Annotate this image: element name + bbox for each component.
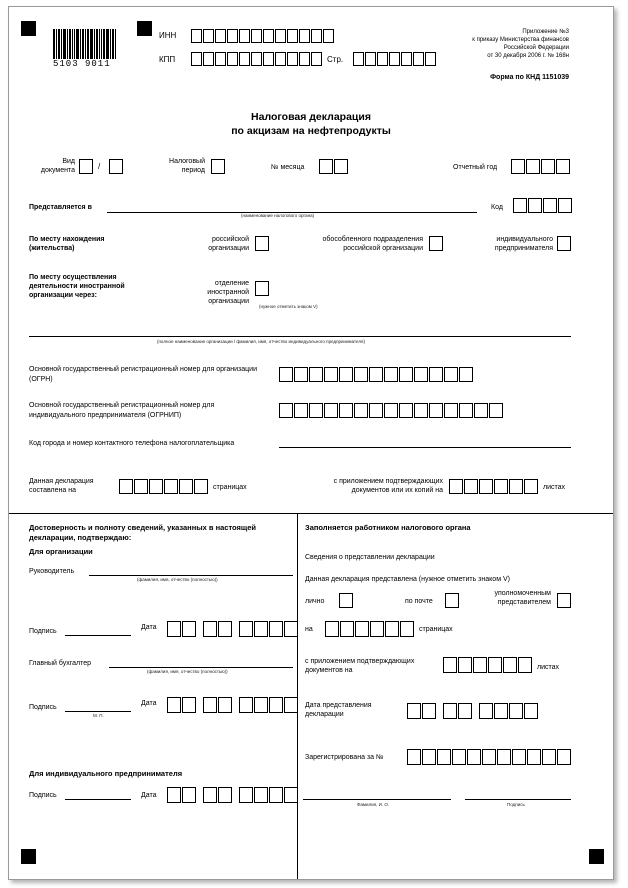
right-on-label: на bbox=[305, 626, 313, 633]
corner-marker-top-center bbox=[137, 21, 152, 36]
by-representative-label: уполномоченным представителем bbox=[494, 590, 551, 606]
ogrnip-label: Основной государственный регистрационный номер для индивидуального предпринимателя (ОГРНИП) bbox=[29, 402, 215, 419]
location-label: По месту нахождения (жительства) bbox=[29, 236, 105, 252]
chief-accountant-name-line[interactable] bbox=[109, 667, 293, 668]
attestation-heading: Достоверность и полноту сведений, указанных в настоящей декларации, подтверждаю: bbox=[29, 523, 257, 542]
ogrn-label: Основной государственный регистрационный номер для организации (ОГРН) bbox=[29, 366, 257, 383]
foreign-org-label: По месту осуществления деятельности иностранной организации через: bbox=[29, 274, 125, 299]
appendix-label: с приложением подтверждающих документов или их копий на bbox=[333, 478, 443, 494]
page-number-cells[interactable] bbox=[353, 52, 437, 66]
location-option-russian-org: российской организации bbox=[208, 236, 249, 252]
barcode-bars bbox=[53, 29, 125, 59]
chief-accountant-sign-line[interactable] bbox=[65, 711, 131, 712]
annex-line-4: от 30 декабря 2006 г. № 168н bbox=[487, 53, 569, 59]
declaration-pages-word: страницах bbox=[213, 484, 247, 491]
doc-type-slash: / bbox=[98, 162, 101, 171]
registered-label: Зарегистрирована за № bbox=[305, 754, 384, 761]
ogrn-cells[interactable] bbox=[279, 367, 474, 382]
location-option-branch: обособленного подразделения российской организации bbox=[322, 236, 423, 252]
officer-sign-line[interactable] bbox=[465, 799, 571, 800]
submission-info-label: Сведения о представлении декларации bbox=[305, 554, 435, 561]
head-date-label: Дата bbox=[141, 624, 157, 631]
head-name-line[interactable] bbox=[89, 575, 293, 576]
chief-accountant-label: Главный бухгалтер bbox=[29, 660, 91, 667]
ip-sign-line[interactable] bbox=[65, 799, 131, 800]
officer-sign-hint: Подпись bbox=[507, 802, 525, 807]
stamp-place-label: М. П. bbox=[93, 713, 104, 718]
inn-label: ИНН bbox=[159, 31, 177, 40]
inn-cells[interactable] bbox=[191, 29, 335, 43]
submission-date-cells[interactable] bbox=[407, 703, 539, 719]
in-person-checkbox[interactable] bbox=[339, 593, 353, 608]
declaration-pages-cells[interactable] bbox=[119, 479, 209, 494]
barcode bbox=[53, 29, 125, 67]
code-cells[interactable] bbox=[513, 198, 573, 213]
in-person-label: лично bbox=[305, 598, 325, 605]
officer-name-line[interactable] bbox=[303, 799, 451, 800]
month-cells[interactable] bbox=[319, 159, 349, 174]
head-name-hint: (фамилия, имя, отчество (полностью)) bbox=[137, 577, 218, 582]
tax-officer-heading: Заполняется работником налогового органа bbox=[305, 523, 471, 532]
location-ip-checkbox[interactable] bbox=[557, 236, 571, 251]
corner-marker-bottom-left bbox=[21, 849, 36, 864]
barcode-number: 5103 9011 bbox=[53, 59, 111, 69]
form-page bbox=[8, 6, 614, 880]
ogrnip-cells[interactable] bbox=[279, 403, 504, 418]
doc-type-label: Вид документа bbox=[40, 158, 75, 174]
chief-accountant-name-hint: (фамилия, имя, отчество (полностью)) bbox=[147, 669, 228, 674]
foreign-branch-checkbox[interactable] bbox=[255, 281, 269, 296]
ip-sign-label: Подпись bbox=[29, 792, 57, 799]
head-sign-label: Подпись bbox=[29, 628, 57, 635]
corner-marker-top-left bbox=[21, 21, 36, 36]
right-sheets-word: листах bbox=[537, 664, 560, 671]
annex-line-2: к приказу Министерства финансов bbox=[472, 37, 569, 43]
kpp-label: КПП bbox=[159, 55, 176, 64]
column-divider bbox=[297, 513, 298, 879]
tax-period-label: Налоговый период bbox=[169, 158, 205, 174]
form-title-line-2: по акцизам на нефтепродукты bbox=[231, 125, 391, 137]
org-name-hint: (полное наименование организации / фамилия, имя, отчество индивидуального предпринимателя) bbox=[157, 339, 365, 344]
by-mail-checkbox[interactable] bbox=[445, 593, 459, 608]
foreign-branch-label: отделение иностранной организации bbox=[207, 280, 249, 305]
declaration-pages-label: Данная декларация составлена на bbox=[29, 478, 94, 494]
tax-authority-hint: (наименование налогового органа) bbox=[241, 213, 315, 218]
head-date-cells[interactable] bbox=[167, 621, 299, 637]
phone-line[interactable] bbox=[279, 447, 571, 448]
annex-line-1: Приложение №3 bbox=[522, 29, 569, 35]
for-ip-heading: Для индивидуального предпринимателя bbox=[29, 769, 183, 778]
annex-line-3: Российской Федерации bbox=[503, 45, 569, 51]
right-pages-word: страницах bbox=[419, 626, 453, 633]
form-code: Форма по КНД 1151039 bbox=[490, 74, 569, 81]
submission-date-label: Дата представления декларации bbox=[305, 702, 372, 718]
doc-type-box-2[interactable] bbox=[109, 159, 123, 174]
appendix-sheets-cells[interactable] bbox=[449, 479, 539, 494]
location-option-ip: индивидуального предпринимателя bbox=[494, 236, 553, 252]
presented-label: Данная декларация представлена (нужное отметить знаком V) bbox=[305, 576, 510, 583]
org-name-line[interactable] bbox=[29, 336, 571, 337]
page-number-label: Стр. bbox=[327, 55, 344, 64]
right-appendix-cells[interactable] bbox=[443, 657, 533, 673]
corner-marker-bottom-right bbox=[589, 849, 604, 864]
right-pages-cells[interactable] bbox=[325, 621, 415, 637]
appendix-sheets-word: листах bbox=[543, 484, 566, 491]
head-sign-line[interactable] bbox=[65, 635, 131, 636]
for-organization-heading: Для организации bbox=[29, 547, 93, 556]
report-year-label: Отчетный год bbox=[453, 164, 498, 171]
code-label: Код bbox=[491, 204, 503, 211]
kpp-cells[interactable] bbox=[191, 52, 323, 66]
chief-accountant-sign-label: Подпись bbox=[29, 704, 57, 711]
report-year-cells[interactable] bbox=[511, 159, 571, 174]
phone-label: Код города и номер контактного телефона налогоплательщика bbox=[29, 440, 235, 447]
location-branch-checkbox[interactable] bbox=[429, 236, 443, 251]
ip-date-cells[interactable] bbox=[167, 787, 299, 803]
doc-type-box-1[interactable] bbox=[79, 159, 93, 174]
location-russian-org-checkbox[interactable] bbox=[255, 236, 269, 251]
chief-accountant-date-cells[interactable] bbox=[167, 697, 299, 713]
submitted-to-label: Представляется в bbox=[29, 204, 92, 211]
officer-name-hint: Фамилия, И. О. bbox=[357, 802, 390, 807]
ip-date-label: Дата bbox=[141, 792, 157, 799]
form-title-line-1: Налоговая декларация bbox=[251, 111, 371, 123]
mark-hint: (нужное отметить знаком V) bbox=[259, 304, 318, 309]
by-mail-label: по почте bbox=[405, 598, 433, 605]
by-representative-checkbox[interactable] bbox=[557, 593, 571, 608]
section-divider bbox=[9, 513, 613, 514]
registered-number-cells[interactable] bbox=[407, 749, 572, 765]
head-label: Руководитель bbox=[29, 568, 75, 575]
right-appendix-label: с приложением подтверждающих документов на bbox=[305, 658, 415, 674]
month-label: № месяца bbox=[271, 164, 305, 171]
tax-period-box[interactable] bbox=[211, 159, 225, 174]
chief-accountant-date-label: Дата bbox=[141, 700, 157, 707]
